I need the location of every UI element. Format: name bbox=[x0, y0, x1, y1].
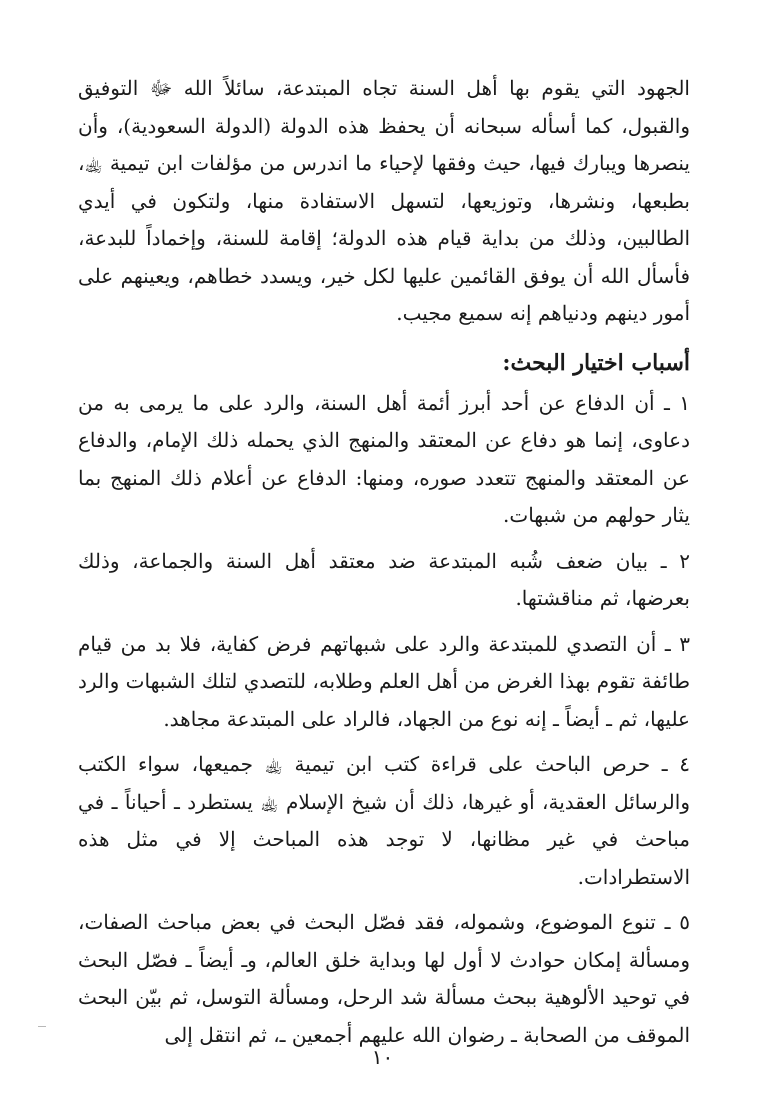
reason-2: ٢ ـ بيان ضعف شُبه المبتدعة ضد معتقد أهل السنة والجماعة، وذلك بعرضها، ثم مناقشتها. bbox=[78, 548, 690, 610]
reason-4: ٤ ـ حرص الباحث على قراءة كتب ابن تيمية ﵀ جميعها، سواء الكتب والرسائل العقدية، أو غيرها، ذلك أن شيخ الإسلام ﵀ يستطرد ـ أحياناً ـ في مباحث في غير مظانها، لا توجد هذه المباحث إلا في مثل هذه الاستطرادات. bbox=[78, 752, 690, 889]
spacer bbox=[78, 896, 690, 904]
section-heading: أسباب اختيار البحث: bbox=[502, 349, 690, 376]
spacer bbox=[78, 618, 690, 626]
page-number: ١٠ bbox=[371, 1045, 394, 1069]
reason-5: ٥ ـ تنوع الموضوع، وشموله، فقد فصّل البحث في بعض مباحث الصفات، ومسألة إمكان حوادث لا أول لها وبداية خلق العالم، وـ أيضاً ـ فصّل البحث في توحيد الألوهية ببحث مسألة شد الرحل، ومسألة التوسل، ثم بيّن البحث الموقف من الصحابة ـ رضوان الله عليهم أجمعين ـ، ثم انتقل إلى bbox=[78, 910, 690, 1047]
spacer bbox=[78, 535, 690, 543]
reason-3: ٣ ـ أن التصدي للمبتدعة والرد على شبهاتهم فرض كفاية، فلا بد من قيام طائفة تقوم بهذا الغرض من أهل العلم وطلابه، للتصدي لتلك الشبهات والرد عليها، ثم ـ أيضاً ـ إنه نوع من الجهاد، فالراد على المبتدعة مجاهد. bbox=[78, 631, 690, 731]
spacer bbox=[78, 738, 690, 746]
margin-mark bbox=[38, 1026, 46, 1027]
spacer bbox=[78, 333, 690, 341]
page-body bbox=[78, 70, 690, 1054]
reason-1: ١ ـ أن الدفاع عن أحد أبرز أئمة أهل السنة، والرد على ما يرمى به من دعاوى، إنما هو دفاع عن المعتقد والمنهج الذي يحمله ذلك الإمام، والدفاع عن المعتقد والمنهج تتعدد صوره، ومنها: الدفاع عن أعلام ذلك المنهج بما يثار حولهم من شبهات. bbox=[78, 390, 690, 527]
intro-paragraph: الجهود التي يقوم بها أهل السنة تجاه المبتدعة، سائلاً الله ﷻ التوفيق والقبول، كما أسأله سبحانه أن يحفظ هذه الدولة (الدولة السعودية)، وأن ينصرها ويبارك فيها، حيث وفقها لإحياء ما اندرس من مؤلفات ابن تيمية ﵀، بطبعها، ونشرها، وتوزيعها، لتسهل الاستفادة منها، ولتكون في أيدي الطالبين، وذلك من بداية قيام هذه الدولة؛ إقامة للسنة، وإخماداً للبدعة، فأسأل الله أن يوفق القائمين عليها لكل خير، ويسدد خطاهم، ويعينهم على أمور دينهم ودنياهم إنه سميع مجيب. bbox=[78, 76, 690, 325]
